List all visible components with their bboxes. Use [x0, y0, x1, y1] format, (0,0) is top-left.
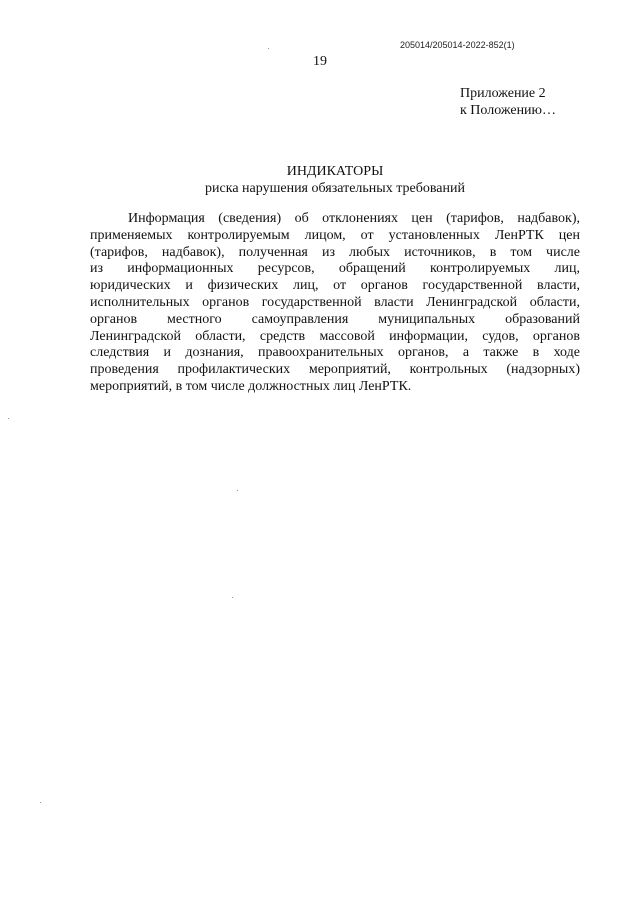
scan-speck — [40, 802, 41, 803]
paragraph-line: исполнительных органов государственной власти Ленинградской области, — [90, 294, 580, 310]
paragraph-line: мероприятий, в том числе должностных лиц ЛенРТК. — [90, 378, 412, 394]
paragraph-line: Ленинградской области, средств массовой информации, судов, органов — [90, 328, 580, 344]
paragraph-line: органов местного самоуправления муниципальных образований — [90, 311, 580, 327]
appendix-line-1: Приложение 2 — [460, 86, 546, 101]
paragraph-line: проведения профилактических мероприятий, контрольных (надзорных) — [90, 362, 580, 378]
scan-speck — [268, 48, 269, 49]
paragraph-line: применяемых контролируемым лицом, от установленных ЛенРТК цен — [90, 227, 580, 243]
scan-speck — [232, 597, 233, 598]
appendix-reference — [460, 85, 620, 119]
paragraph-line: юридических и физических лиц, от органов государственной власти, — [90, 278, 580, 294]
scan-speck — [237, 490, 238, 491]
document-title: ИНДИКАТОРЫ — [286, 164, 384, 179]
appendix-line-2: к Положению… — [460, 103, 557, 118]
paragraph-line: следствия и дознания, правоохранительных органов, а также в ходе — [90, 345, 580, 361]
paragraph-line: Информация (сведения) об отклонениях цен (тарифов, надбавок), — [128, 211, 580, 226]
page-number: 19 — [313, 54, 327, 69]
paragraph-line: из информационных ресурсов, обращений контролируемых лиц, — [90, 261, 580, 277]
scan-speck — [8, 418, 9, 419]
document-id: 205014/205014-2022-852(1) — [400, 40, 515, 50]
body-paragraph — [90, 211, 580, 396]
paragraph-line: (тарифов, надбавок), полученная из любых источников, в том числе — [90, 244, 580, 260]
document-subtitle: риска нарушения обязательных требований — [205, 181, 465, 196]
